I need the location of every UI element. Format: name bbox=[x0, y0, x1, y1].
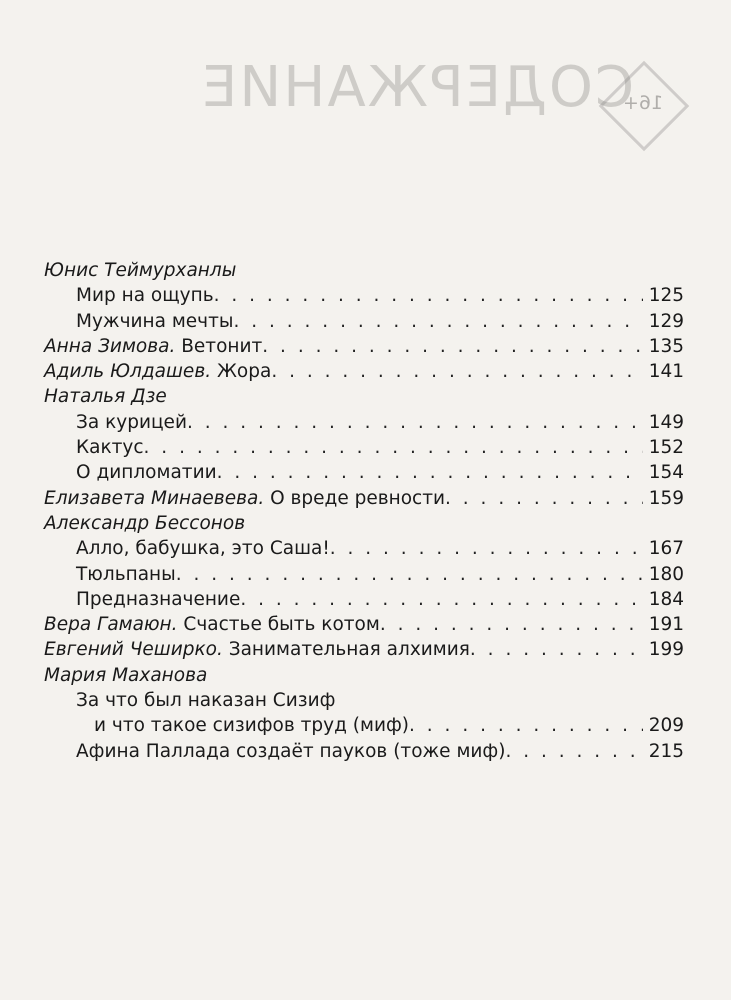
toc-row bbox=[44, 587, 684, 612]
toc-row bbox=[44, 460, 684, 485]
toc-page-number: 152 bbox=[648, 437, 684, 459]
toc-title: Афина Паллада создаёт пауков (тоже миф) bbox=[76, 740, 506, 762]
toc-page-number: 215 bbox=[648, 740, 684, 762]
toc-page-number: 154 bbox=[648, 462, 684, 484]
toc-row bbox=[44, 637, 684, 662]
toc-row bbox=[44, 562, 684, 587]
toc-entry-label bbox=[76, 435, 144, 460]
toc-entry-label bbox=[44, 334, 262, 359]
age-rating-badge-shape bbox=[599, 61, 690, 152]
toc-page-number: 184 bbox=[648, 588, 684, 610]
toc-title: Предназначение bbox=[76, 588, 241, 610]
toc-leader-dots bbox=[271, 359, 642, 384]
toc-leader-dots bbox=[505, 739, 642, 764]
toc-leader-dots bbox=[217, 460, 643, 485]
toc-title: Алло, бабушка, это Саша! bbox=[76, 538, 330, 560]
toc-entry-label bbox=[76, 688, 335, 713]
toc-title: Мир на ощупь bbox=[76, 285, 214, 307]
toc-title: За курицей bbox=[76, 411, 187, 433]
toc-author: Евгений Чеширко. bbox=[44, 639, 223, 661]
toc-row bbox=[44, 688, 684, 713]
toc-page-number: 125 bbox=[648, 285, 684, 307]
toc-entry-label bbox=[76, 283, 214, 308]
toc-page-number: 129 bbox=[648, 310, 684, 332]
toc-leader-dots bbox=[214, 283, 643, 308]
toc-title: Мужчина мечты bbox=[76, 310, 234, 332]
toc-author: Вера Гамаюн. bbox=[44, 614, 178, 636]
toc-row bbox=[44, 612, 684, 637]
toc-row bbox=[44, 283, 684, 308]
age-rating-badge-text: 16+ bbox=[623, 92, 664, 114]
toc-leader-dots bbox=[445, 486, 643, 511]
toc-page-number: 149 bbox=[648, 411, 684, 433]
toc-author: Мария Маханова bbox=[44, 664, 208, 686]
toc-leader-dots bbox=[262, 334, 642, 359]
toc-row bbox=[44, 384, 684, 409]
toc-leader-dots bbox=[380, 612, 643, 637]
toc-entry-label bbox=[44, 359, 271, 384]
toc-row bbox=[44, 258, 684, 283]
toc-leader-dots bbox=[234, 309, 643, 334]
toc-entry-label bbox=[76, 562, 176, 587]
toc-title: Жора bbox=[211, 361, 272, 383]
toc-row bbox=[44, 334, 684, 359]
toc-row bbox=[44, 410, 684, 435]
toc-page-number: 191 bbox=[648, 614, 684, 636]
toc-leader-dots bbox=[240, 587, 642, 612]
table-of-contents bbox=[44, 258, 684, 764]
toc-author: Александр Бессонов bbox=[44, 512, 246, 534]
toc-leader-dots bbox=[330, 536, 643, 561]
toc-page-number: 167 bbox=[648, 538, 684, 560]
toc-page-number: 199 bbox=[648, 639, 684, 661]
toc-row bbox=[44, 713, 684, 738]
toc-entry-label bbox=[44, 486, 445, 511]
toc-entry-label bbox=[44, 612, 380, 637]
toc-author: Юнис Теймурханлы bbox=[44, 260, 237, 281]
toc-row bbox=[44, 486, 684, 511]
toc-entry-label bbox=[76, 410, 187, 435]
toc-row bbox=[44, 739, 684, 764]
toc-title: и что такое сизифов труд (миф) bbox=[94, 715, 410, 737]
toc-page-number: 159 bbox=[648, 487, 684, 509]
toc-title: О вреде ревности bbox=[264, 487, 446, 509]
toc-leader-dots bbox=[176, 562, 643, 587]
toc-title: Занимательная алхимия bbox=[222, 639, 470, 661]
toc-author: Елизавета Минаевева. bbox=[44, 487, 265, 509]
toc-row bbox=[44, 309, 684, 334]
bleed-through-title: СОДЕРЖАНИЕ bbox=[200, 55, 635, 120]
toc-entry-label bbox=[94, 713, 409, 738]
toc-leader-dots bbox=[144, 435, 643, 460]
toc-title: О дипломатии bbox=[76, 462, 217, 484]
toc-page-number: 141 bbox=[648, 361, 684, 383]
toc-author: Наталья Дзе bbox=[44, 386, 167, 408]
toc-author: Адиль Юлдашев. bbox=[44, 361, 212, 383]
toc-leader-dots bbox=[409, 713, 643, 738]
toc-row bbox=[44, 435, 684, 460]
toc-row bbox=[44, 536, 684, 561]
toc-leader-dots bbox=[187, 410, 643, 435]
toc-entry-label bbox=[76, 739, 505, 764]
toc-page-number: 180 bbox=[648, 563, 684, 585]
toc-page-number: 209 bbox=[648, 715, 684, 737]
toc-entry-label bbox=[44, 637, 470, 662]
toc-title: Тюльпаны bbox=[76, 563, 176, 585]
toc-title: За что был наказан Сизиф bbox=[76, 690, 336, 712]
toc-row bbox=[44, 359, 684, 384]
toc-entry-label bbox=[76, 309, 234, 334]
toc-page-number: 135 bbox=[648, 335, 684, 357]
toc-row bbox=[44, 511, 684, 536]
toc-title: Ветонит bbox=[175, 335, 263, 357]
toc-entry-label bbox=[76, 536, 330, 561]
toc-leader-dots bbox=[470, 637, 643, 662]
toc-row bbox=[44, 663, 684, 688]
toc-title: Кактус bbox=[76, 437, 144, 459]
toc-author: Анна Зимова. bbox=[44, 335, 176, 357]
toc-entry-label bbox=[76, 460, 217, 485]
toc-title: Счастье быть котом bbox=[177, 614, 380, 636]
toc-entry-label bbox=[76, 587, 240, 612]
